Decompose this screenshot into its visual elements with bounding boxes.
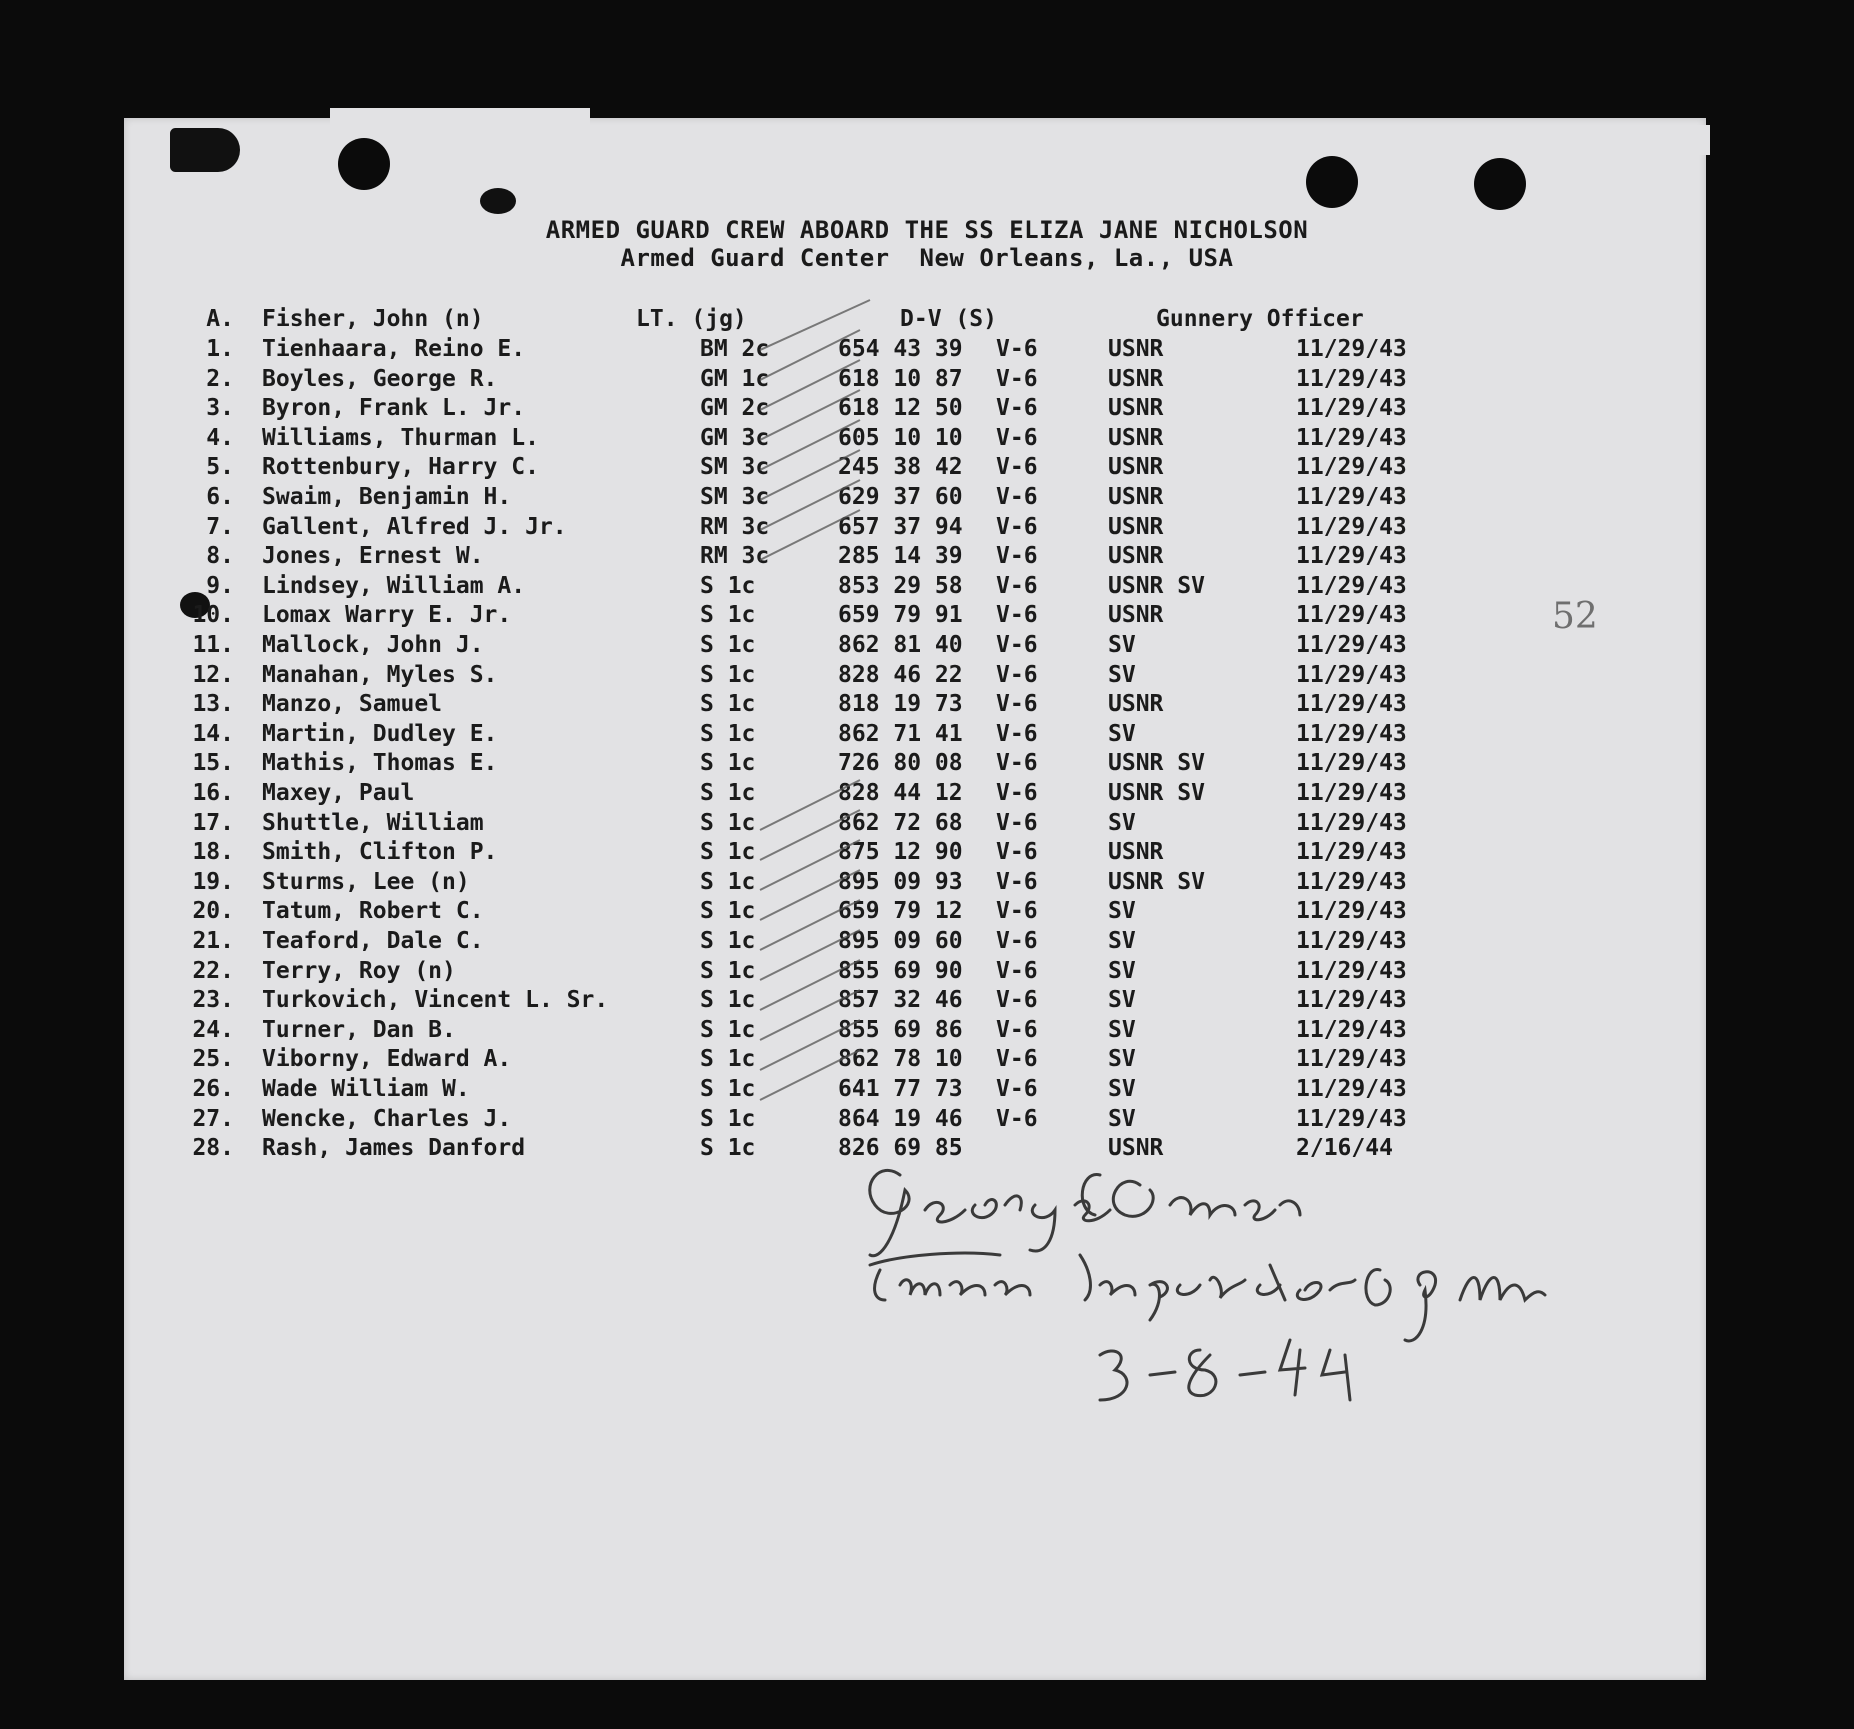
crew-name: Wade William W. — [262, 1076, 470, 1102]
crew-date: 11/29/43 — [1296, 484, 1407, 510]
crew-number: 6. — [206, 484, 234, 510]
crew-date: 11/29/43 — [1296, 336, 1407, 362]
crew-branch: SV — [1108, 1046, 1136, 1072]
crew-number: 13. — [192, 691, 234, 717]
crew-v-class: V-6 — [996, 780, 1038, 806]
crew-v-class: V-6 — [996, 1106, 1038, 1132]
crew-date: 11/29/43 — [1296, 780, 1407, 806]
crew-service-number: 828 46 22 — [838, 662, 963, 688]
crew-branch: USNR — [1108, 366, 1164, 392]
crew-rate: RM 3c — [700, 543, 770, 569]
crew-date: 11/29/43 — [1296, 573, 1407, 599]
crew-name: Viborny, Edward A. — [262, 1046, 512, 1072]
crew-branch: USNR — [1108, 543, 1164, 569]
crew-number: 8. — [206, 543, 234, 569]
crew-rate: S 1c — [700, 691, 756, 717]
crew-date: 11/29/43 — [1296, 1106, 1407, 1132]
crew-v-class: V-6 — [996, 1046, 1038, 1072]
crew-service-number: 629 37 60 — [838, 484, 963, 510]
crew-number: 24. — [192, 1017, 234, 1043]
crew-name: Maxey, Paul — [262, 780, 415, 806]
crew-v-class: V-6 — [996, 810, 1038, 836]
crew-number: 28. — [192, 1135, 234, 1161]
crew-date: 11/29/43 — [1296, 810, 1407, 836]
crew-name: Shuttle, William — [262, 810, 484, 836]
crew-branch: SV — [1108, 721, 1136, 747]
crew-number: 17. — [192, 810, 234, 836]
crew-name: Jones, Ernest W. — [262, 543, 484, 569]
document-subtitle: Armed Guard Center New Orleans, La., USA — [620, 244, 1234, 272]
officer-letter: A. — [206, 306, 234, 332]
crew-name: Martin, Dudley E. — [262, 721, 498, 747]
crew-date: 11/29/43 — [1296, 839, 1407, 865]
crew-rate: S 1c — [700, 1017, 756, 1043]
crew-service-number: 862 72 68 — [838, 810, 963, 836]
crew-date: 11/29/43 — [1296, 928, 1407, 954]
crew-rate: GM 2c — [700, 395, 770, 421]
crew-service-number: 875 12 90 — [838, 839, 963, 865]
crew-number: 5. — [206, 454, 234, 480]
crew-name: Terry, Roy (n) — [262, 958, 456, 984]
crew-v-class: V-6 — [996, 573, 1038, 599]
crew-number: 22. — [192, 958, 234, 984]
crew-rate: S 1c — [700, 1046, 756, 1072]
crew-service-number: 818 19 73 — [838, 691, 963, 717]
crew-rate: S 1c — [700, 662, 756, 688]
crew-name: Swaim, Benjamin H. — [262, 484, 512, 510]
crew-service-number: 726 80 08 — [838, 750, 963, 776]
crew-service-number: 862 81 40 — [838, 632, 963, 658]
crew-name: Gallent, Alfred J. Jr. — [262, 514, 567, 540]
crew-name: Mathis, Thomas E. — [262, 750, 498, 776]
crew-name: Smith, Clifton P. — [262, 839, 498, 865]
crew-rate: S 1c — [700, 780, 756, 806]
crew-rate: S 1c — [700, 810, 756, 836]
crew-date: 11/29/43 — [1296, 750, 1407, 776]
crew-service-number: 895 09 93 — [838, 869, 963, 895]
crew-date: 11/29/43 — [1296, 691, 1407, 717]
crew-branch: USNR SV — [1108, 573, 1205, 599]
crew-service-number: 864 19 46 — [838, 1106, 963, 1132]
crew-date: 11/29/43 — [1296, 1017, 1407, 1043]
crew-number: 26. — [192, 1076, 234, 1102]
crew-rate: S 1c — [700, 1106, 756, 1132]
crew-rate: S 1c — [700, 928, 756, 954]
crew-v-class: V-6 — [996, 543, 1038, 569]
officer-role: Gunnery Officer — [1156, 306, 1364, 332]
crew-rate: RM 3c — [700, 514, 770, 540]
crew-service-number: 618 10 87 — [838, 366, 963, 392]
crew-v-class: V-6 — [996, 721, 1038, 747]
crew-service-number: 657 37 94 — [838, 514, 963, 540]
crew-date: 11/29/43 — [1296, 425, 1407, 451]
officer-name: Fisher, John (n) — [262, 306, 484, 332]
crew-v-class: V-6 — [996, 632, 1038, 658]
crew-service-number: 853 29 58 — [838, 573, 963, 599]
crew-v-class: V-6 — [996, 1017, 1038, 1043]
crew-name: Sturms, Lee (n) — [262, 869, 470, 895]
crew-service-number: 895 09 60 — [838, 928, 963, 954]
crew-v-class: V-6 — [996, 869, 1038, 895]
crew-branch: USNR — [1108, 425, 1164, 451]
crew-name: Turkovich, Vincent L. Sr. — [262, 987, 609, 1013]
crew-date: 11/29/43 — [1296, 987, 1407, 1013]
crew-service-number: 605 10 10 — [838, 425, 963, 451]
crew-v-class: V-6 — [996, 484, 1038, 510]
crew-date: 11/29/43 — [1296, 632, 1407, 658]
crew-v-class: V-6 — [996, 336, 1038, 362]
crew-v-class: V-6 — [996, 454, 1038, 480]
crew-rate: S 1c — [700, 839, 756, 865]
crew-v-class: V-6 — [996, 602, 1038, 628]
officer-service: D-V (S) — [900, 306, 997, 332]
crew-name: Byron, Frank L. Jr. — [262, 395, 526, 421]
crew-number: 11. — [192, 632, 234, 658]
crew-number: 3. — [206, 395, 234, 421]
crew-rate: S 1c — [700, 602, 756, 628]
crew-rate: S 1c — [700, 869, 756, 895]
crew-v-class: V-6 — [996, 958, 1038, 984]
crew-branch: USNR SV — [1108, 869, 1205, 895]
crew-name: Boyles, George R. — [262, 366, 498, 392]
crew-branch: SV — [1108, 928, 1136, 954]
crew-service-number: 857 32 46 — [838, 987, 963, 1013]
crew-name: Tienhaara, Reino E. — [262, 336, 526, 362]
crew-v-class: V-6 — [996, 839, 1038, 865]
crew-branch: USNR SV — [1108, 780, 1205, 806]
crew-rate: S 1c — [700, 1076, 756, 1102]
crew-rate: S 1c — [700, 632, 756, 658]
crew-number: 12. — [192, 662, 234, 688]
crew-branch: USNR — [1108, 336, 1164, 362]
crew-name: Mallock, John J. — [262, 632, 484, 658]
crew-name: Tatum, Robert C. — [262, 898, 484, 924]
crew-name: Rash, James Danford — [262, 1135, 526, 1161]
crew-number: 21. — [192, 928, 234, 954]
crew-number: 7. — [206, 514, 234, 540]
crew-v-class: V-6 — [996, 395, 1038, 421]
crew-branch: USNR — [1108, 454, 1164, 480]
crew-branch: USNR — [1108, 1135, 1164, 1161]
crew-branch: SV — [1108, 1017, 1136, 1043]
crew-service-number: 659 79 12 — [838, 898, 963, 924]
crew-branch: USNR — [1108, 839, 1164, 865]
crew-service-number: 618 12 50 — [838, 395, 963, 421]
crew-number: 1. — [206, 336, 234, 362]
crew-number: 15. — [192, 750, 234, 776]
crew-service-number: 862 71 41 — [838, 721, 963, 747]
crew-number: 25. — [192, 1046, 234, 1072]
page-number: 52 — [1552, 596, 1598, 637]
crew-date: 11/29/43 — [1296, 958, 1407, 984]
crew-v-class: V-6 — [996, 366, 1038, 392]
crew-rate: S 1c — [700, 750, 756, 776]
crew-rate: S 1c — [700, 898, 756, 924]
crew-rate: GM 1c — [700, 366, 770, 392]
crew-name: Lindsey, William A. — [262, 573, 526, 599]
crew-v-class: V-6 — [996, 898, 1038, 924]
crew-v-class: V-6 — [996, 514, 1038, 540]
crew-number: 19. — [192, 869, 234, 895]
crew-branch: SV — [1108, 898, 1136, 924]
crew-number: 23. — [192, 987, 234, 1013]
crew-service-number: 245 38 42 — [838, 454, 963, 480]
crew-service-number: 641 77 73 — [838, 1076, 963, 1102]
crew-name: Lomax Warry E. Jr. — [262, 602, 512, 628]
crew-date: 11/29/43 — [1296, 1046, 1407, 1072]
crew-name: Manzo, Samuel — [262, 691, 443, 717]
crew-date: 11/29/43 — [1296, 395, 1407, 421]
crew-date: 11/29/43 — [1296, 514, 1407, 540]
crew-number: 16. — [192, 780, 234, 806]
crew-date: 11/29/43 — [1296, 898, 1407, 924]
crew-name: Teaford, Dale C. — [262, 928, 484, 954]
crew-service-number: 826 69 85 — [838, 1135, 963, 1161]
crew-branch: SV — [1108, 1106, 1136, 1132]
crew-date: 2/16/44 — [1296, 1135, 1393, 1161]
crew-date: 11/29/43 — [1296, 869, 1407, 895]
crew-v-class: V-6 — [996, 691, 1038, 717]
crew-branch: USNR SV — [1108, 750, 1205, 776]
crew-name: Williams, Thurman L. — [262, 425, 539, 451]
crew-rate: S 1c — [700, 721, 756, 747]
pencil-check-marks — [760, 300, 870, 1100]
crew-date: 11/29/43 — [1296, 454, 1407, 480]
crew-v-class: V-6 — [996, 425, 1038, 451]
crew-number: 27. — [192, 1106, 234, 1132]
crew-rate: S 1c — [700, 573, 756, 599]
crew-branch: USNR — [1108, 484, 1164, 510]
crew-number: 10. — [192, 602, 234, 628]
crew-number: 9. — [206, 573, 234, 599]
crew-branch: SV — [1108, 632, 1136, 658]
crew-branch: SV — [1108, 1076, 1136, 1102]
crew-v-class: V-6 — [996, 987, 1038, 1013]
crew-v-class: V-6 — [996, 662, 1038, 688]
crew-rate: S 1c — [700, 1135, 756, 1161]
crew-name: Rottenbury, Harry C. — [262, 454, 539, 480]
crew-service-number: 855 69 86 — [838, 1017, 963, 1043]
crew-date: 11/29/43 — [1296, 721, 1407, 747]
crew-branch: SV — [1108, 662, 1136, 688]
crew-number: 4. — [206, 425, 234, 451]
crew-name: Manahan, Myles S. — [262, 662, 498, 688]
crew-service-number: 828 44 12 — [838, 780, 963, 806]
crew-branch: USNR — [1108, 395, 1164, 421]
crew-service-number: 855 69 90 — [838, 958, 963, 984]
crew-date: 11/29/43 — [1296, 366, 1407, 392]
crew-branch: USNR — [1108, 691, 1164, 717]
crew-branch: SV — [1108, 958, 1136, 984]
crew-branch: USNR — [1108, 602, 1164, 628]
crew-name: Turner, Dan B. — [262, 1017, 456, 1043]
officer-rank: LT. (jg) — [636, 306, 747, 332]
crew-service-number: 654 43 39 — [838, 336, 963, 362]
crew-rate: S 1c — [700, 987, 756, 1013]
crew-service-number: 862 78 10 — [838, 1046, 963, 1072]
crew-service-number: 659 79 91 — [838, 602, 963, 628]
crew-number: 18. — [192, 839, 234, 865]
crew-v-class: V-6 — [996, 1076, 1038, 1102]
crew-rate: SM 3c — [700, 454, 770, 480]
crew-branch: USNR — [1108, 514, 1164, 540]
crew-rate: SM 3c — [700, 484, 770, 510]
crew-number: 20. — [192, 898, 234, 924]
crew-v-class: V-6 — [996, 928, 1038, 954]
crew-name: Wencke, Charles J. — [262, 1106, 512, 1132]
crew-date: 11/29/43 — [1296, 602, 1407, 628]
crew-rate: GM 3c — [700, 425, 770, 451]
crew-service-number: 285 14 39 — [838, 543, 963, 569]
crew-date: 11/29/43 — [1296, 662, 1407, 688]
document-title: ARMED GUARD CREW ABOARD THE SS ELIZA JANE NICHOLSON — [545, 216, 1309, 244]
crew-rate: S 1c — [700, 958, 756, 984]
crew-number: 14. — [192, 721, 234, 747]
crew-date: 11/29/43 — [1296, 1076, 1407, 1102]
crew-v-class: V-6 — [996, 750, 1038, 776]
crew-branch: SV — [1108, 810, 1136, 836]
crew-date: 11/29/43 — [1296, 543, 1407, 569]
crew-number: 2. — [206, 366, 234, 392]
crew-rate: BM 2c — [700, 336, 770, 362]
crew-branch: SV — [1108, 987, 1136, 1013]
